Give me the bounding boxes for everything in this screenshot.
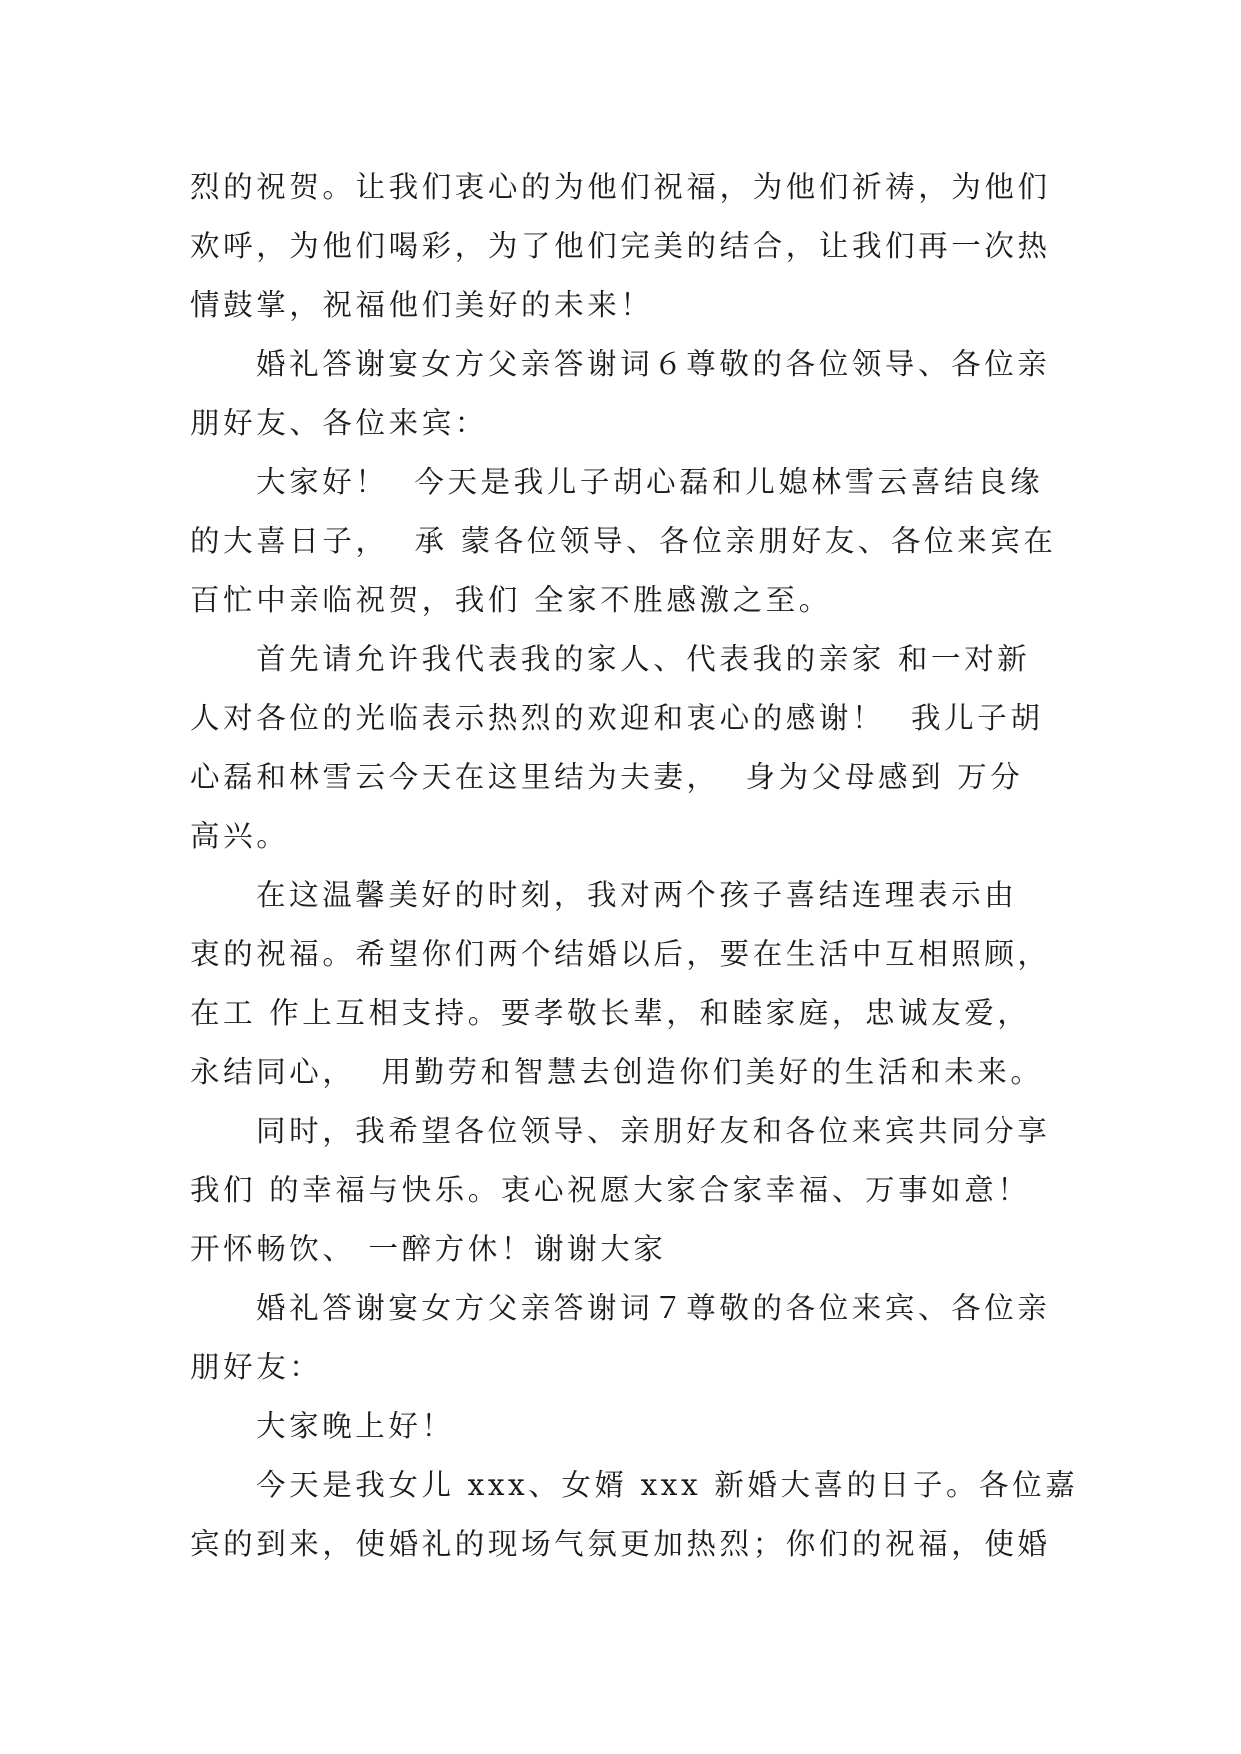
text-line: 百忙中亲临祝贺，我们 全家不胜感激之至。 (190, 583, 832, 617)
text-line: 永结同心， 用勤劳和智慧去创造你们美好的生活和未来。 (190, 1055, 1044, 1089)
text-line: 同时，我希望各位领导、亲朋好友和各位来宾共同分享 (256, 1114, 1051, 1148)
text-line: 我们 的幸福与快乐。衷心祝愿大家合家幸福、万事如意！ (190, 1173, 1031, 1207)
text-line: 衷的祝福。希望你们两个结婚以后，要在生活中互相照顾， (190, 937, 1051, 971)
paragraph (190, 1456, 1079, 1574)
document-body (190, 158, 1079, 1574)
paragraph (190, 1102, 1052, 1279)
paragraph (190, 453, 1057, 630)
text-line: 在这温馨美好的时刻，我对两个孩子喜结连理表示由 (256, 878, 1018, 912)
paragraph (190, 1279, 1052, 1397)
text-line: 今天是我女儿 xxx、女婿 xxx 新婚大喜的日子。各位嘉 (256, 1468, 1079, 1502)
text-line: 情鼓掌，祝福他们美好的未来！ (190, 288, 654, 322)
text-line: 心磊和林雪云今天在这里结为夫妻， 身为父母感到 万分 (190, 760, 1024, 794)
text-line: 宾的到来，使婚礼的现场气氛更加热烈；你们的祝福，使婚 (190, 1527, 1051, 1561)
text-line: 大家晚上好！ (256, 1409, 455, 1443)
text-line: 开怀畅饮、 一醉方休！谢谢大家 (190, 1232, 667, 1266)
paragraph (190, 1397, 1052, 1456)
text-line: 欢呼，为他们喝彩，为了他们完美的结合，让我们再一次热 (190, 229, 1051, 263)
text-line: 的大喜日子， 承 蒙各位领导、各位亲朋好友、各位来宾在 (190, 524, 1057, 558)
text-line: 人对各位的光临表示热烈的欢迎和衷心的感谢！ 我儿子胡 (190, 701, 1044, 735)
text-line: 在工 作上互相支持。要孝敬长辈，和睦家庭，忠诚友爱， (190, 996, 1031, 1030)
text-line: 大家好！ 今天是我儿子胡心磊和儿媳林雪云喜结良缘 (256, 465, 1044, 499)
text-line: 婚礼答谢宴女方父亲答谢词７尊敬的各位来宾、各位亲 (256, 1291, 1051, 1325)
text-line: 首先请允许我代表我的家人、代表我的亲家 和一对新 (256, 642, 1031, 676)
text-line: 烈的祝贺。让我们衷心的为他们祝福，为他们祈祷，为他们 (190, 170, 1051, 204)
text-line: 高兴。 (190, 819, 290, 853)
paragraph (190, 335, 1052, 453)
paragraph (190, 866, 1052, 1102)
text-line: 婚礼答谢宴女方父亲答谢词６尊敬的各位领导、各位亲 (256, 347, 1051, 381)
paragraph (190, 158, 1052, 335)
text-line: 朋好友、各位来宾： (190, 406, 488, 440)
text-line: 朋好友： (190, 1350, 323, 1384)
paragraph (190, 630, 1052, 866)
